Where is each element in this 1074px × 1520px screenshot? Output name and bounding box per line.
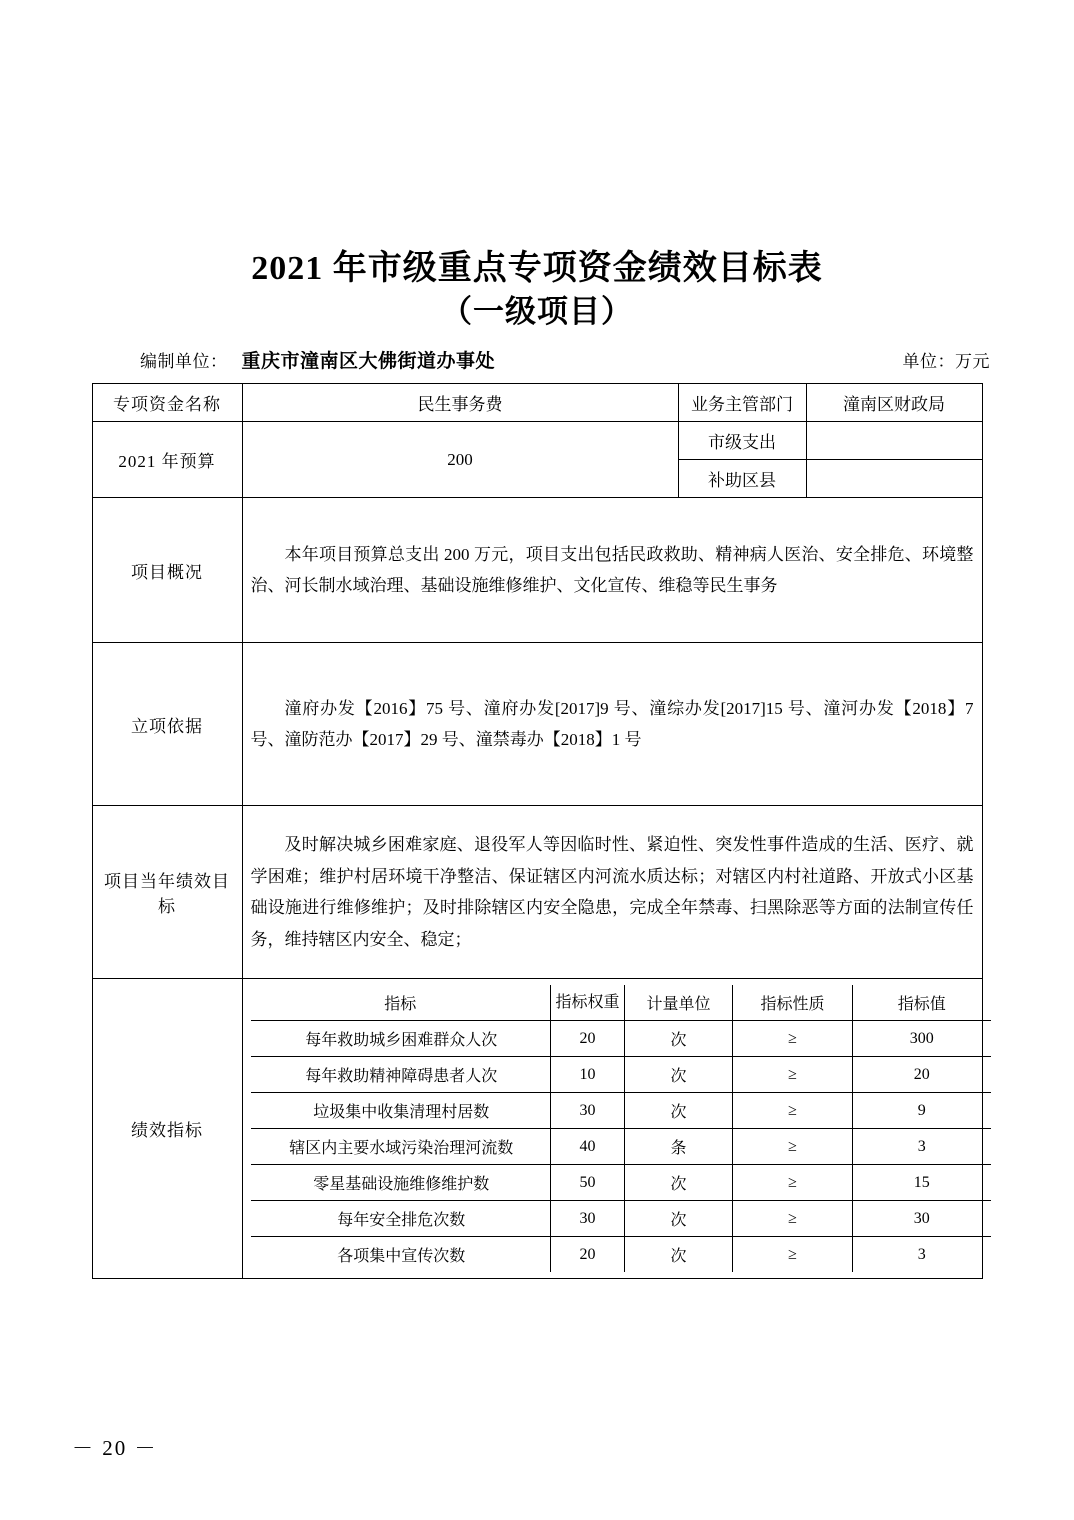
indicator-name: 零星基础设施维修维护数 xyxy=(251,1165,551,1201)
indicator-unit: 条 xyxy=(625,1129,733,1165)
city-expense-label: 市级支出 xyxy=(678,422,806,460)
subsidy-label: 补助区县 xyxy=(678,460,806,498)
compiler-group xyxy=(140,346,495,373)
indicator-value: 3 xyxy=(853,1237,991,1273)
overview-label: 项目概况 xyxy=(92,498,242,643)
indicator-weight: 40 xyxy=(551,1129,625,1165)
indicator-nature: ≥ xyxy=(733,1057,853,1093)
indicator-weight: 20 xyxy=(551,1237,625,1273)
page-subtitle: （一级项目） xyxy=(441,293,633,329)
indicator-header-value: 指标值 xyxy=(853,985,991,1021)
indicator-nature: ≥ xyxy=(733,1129,853,1165)
table-row-basis xyxy=(92,643,982,806)
goal-label: 项目当年绩效目标 xyxy=(92,806,242,979)
indicator-value: 30 xyxy=(853,1201,991,1237)
indicators-header-row xyxy=(251,985,991,1021)
indicator-header-unit: 计量单位 xyxy=(625,985,733,1021)
indicators-label: 绩效指标 xyxy=(92,979,242,1279)
indicators-table xyxy=(251,985,991,1272)
indicator-value: 20 xyxy=(853,1057,991,1093)
indicator-nature: ≥ xyxy=(733,1021,853,1057)
compiler-label: 编制单位： xyxy=(140,352,228,372)
indicator-nature: ≥ xyxy=(733,1201,853,1237)
indicator-value: 9 xyxy=(853,1093,991,1129)
fund-name-label: 专项资金名称 xyxy=(92,384,242,422)
table-row-goal xyxy=(92,806,982,979)
indicator-value: 300 xyxy=(853,1021,991,1057)
indicator-unit: 次 xyxy=(625,1165,733,1201)
performance-goal-table xyxy=(92,383,983,1279)
indicator-unit: 次 xyxy=(625,1237,733,1273)
budget-value: 200 xyxy=(242,422,678,498)
indicator-name: 各项集中宣传次数 xyxy=(251,1237,551,1273)
dept-value: 潼南区财政局 xyxy=(806,384,982,422)
indicator-header-weight: 指标权重 xyxy=(551,985,625,1021)
indicator-value: 3 xyxy=(853,1129,991,1165)
indicator-weight: 20 xyxy=(551,1021,625,1057)
subsidy-value xyxy=(806,460,982,498)
dept-label: 业务主管部门 xyxy=(678,384,806,422)
overview-value: 本年项目预算总支出 200 万元，项目支出包括民政救助、精神病人医治、安全排危、环境整治、河长制水域治理、基础设施维修维护、文化宣传、维稳等民生事务 xyxy=(242,498,982,643)
table-row-indicators xyxy=(92,979,982,1279)
page-number: － 20 － xyxy=(72,1436,158,1460)
basis-label: 立项依据 xyxy=(92,643,242,806)
indicator-weight: 50 xyxy=(551,1165,625,1201)
table-row xyxy=(251,1201,991,1237)
indicator-name: 每年安全排危次数 xyxy=(251,1201,551,1237)
indicator-header-nature: 指标性质 xyxy=(733,985,853,1021)
budget-label: 2021 年预算 xyxy=(92,422,242,498)
indicator-unit: 次 xyxy=(625,1021,733,1057)
indicator-unit: 次 xyxy=(625,1093,733,1129)
indicator-unit: 次 xyxy=(625,1201,733,1237)
indicator-nature: ≥ xyxy=(733,1093,853,1129)
table-row-overview xyxy=(92,498,982,643)
table-row xyxy=(251,1057,991,1093)
table-row xyxy=(251,1129,991,1165)
indicator-value: 15 xyxy=(853,1165,991,1201)
indicator-nature: ≥ xyxy=(733,1237,853,1273)
goal-value: 及时解决城乡困难家庭、退役军人等因临时性、紧迫性、突发性事件造成的生活、医疗、就学困难；维护村居环境干净整洁、保证辖区内河流水质达标；对辖区内村社道路、开放式小区基础设施进行维修维护；及时排除辖区内安全隐患，完成全年禁毒、扫黑除恶等方面的法制宣传任务，维持辖区内安全、稳定； xyxy=(242,806,982,979)
indicator-nature: ≥ xyxy=(733,1165,853,1201)
table-row xyxy=(251,1021,991,1057)
indicator-name: 垃圾集中收集清理村居数 xyxy=(251,1093,551,1129)
indicator-name: 每年救助精神障碍患者人次 xyxy=(251,1057,551,1093)
indicator-weight: 30 xyxy=(551,1093,625,1129)
meta-row xyxy=(60,346,1014,373)
indicator-weight: 10 xyxy=(551,1057,625,1093)
fund-name-value: 民生事务费 xyxy=(242,384,678,422)
basis-value: 潼府办发【2016】75 号、潼府办发[2017]9 号、潼综办发[2017]15 号、潼河办发【2018】7 号、潼防范办【2017】29 号、潼禁毒办【2018】1 号 xyxy=(242,643,982,806)
indicator-header-name: 指标 xyxy=(251,985,551,1021)
city-expense-value xyxy=(806,422,982,460)
unit-note: 单位：万元 xyxy=(902,352,990,372)
table-row-budget-city xyxy=(92,422,982,460)
indicator-weight: 30 xyxy=(551,1201,625,1237)
compiler-value: 重庆市潼南区大佛街道办事处 xyxy=(241,351,496,373)
indicator-name: 每年救助城乡困难群众人次 xyxy=(251,1021,551,1057)
indicators-cell xyxy=(242,979,982,1279)
indicator-name: 辖区内主要水域污染治理河流数 xyxy=(251,1129,551,1165)
table-row xyxy=(251,1237,991,1273)
table-row xyxy=(251,1093,991,1129)
page-title: 2021 年市级重点专项资金绩效目标表 xyxy=(251,250,823,287)
table-row xyxy=(251,1165,991,1201)
title-block xyxy=(60,0,1014,332)
indicator-unit: 次 xyxy=(625,1057,733,1093)
table-row-fund-name xyxy=(92,384,982,422)
